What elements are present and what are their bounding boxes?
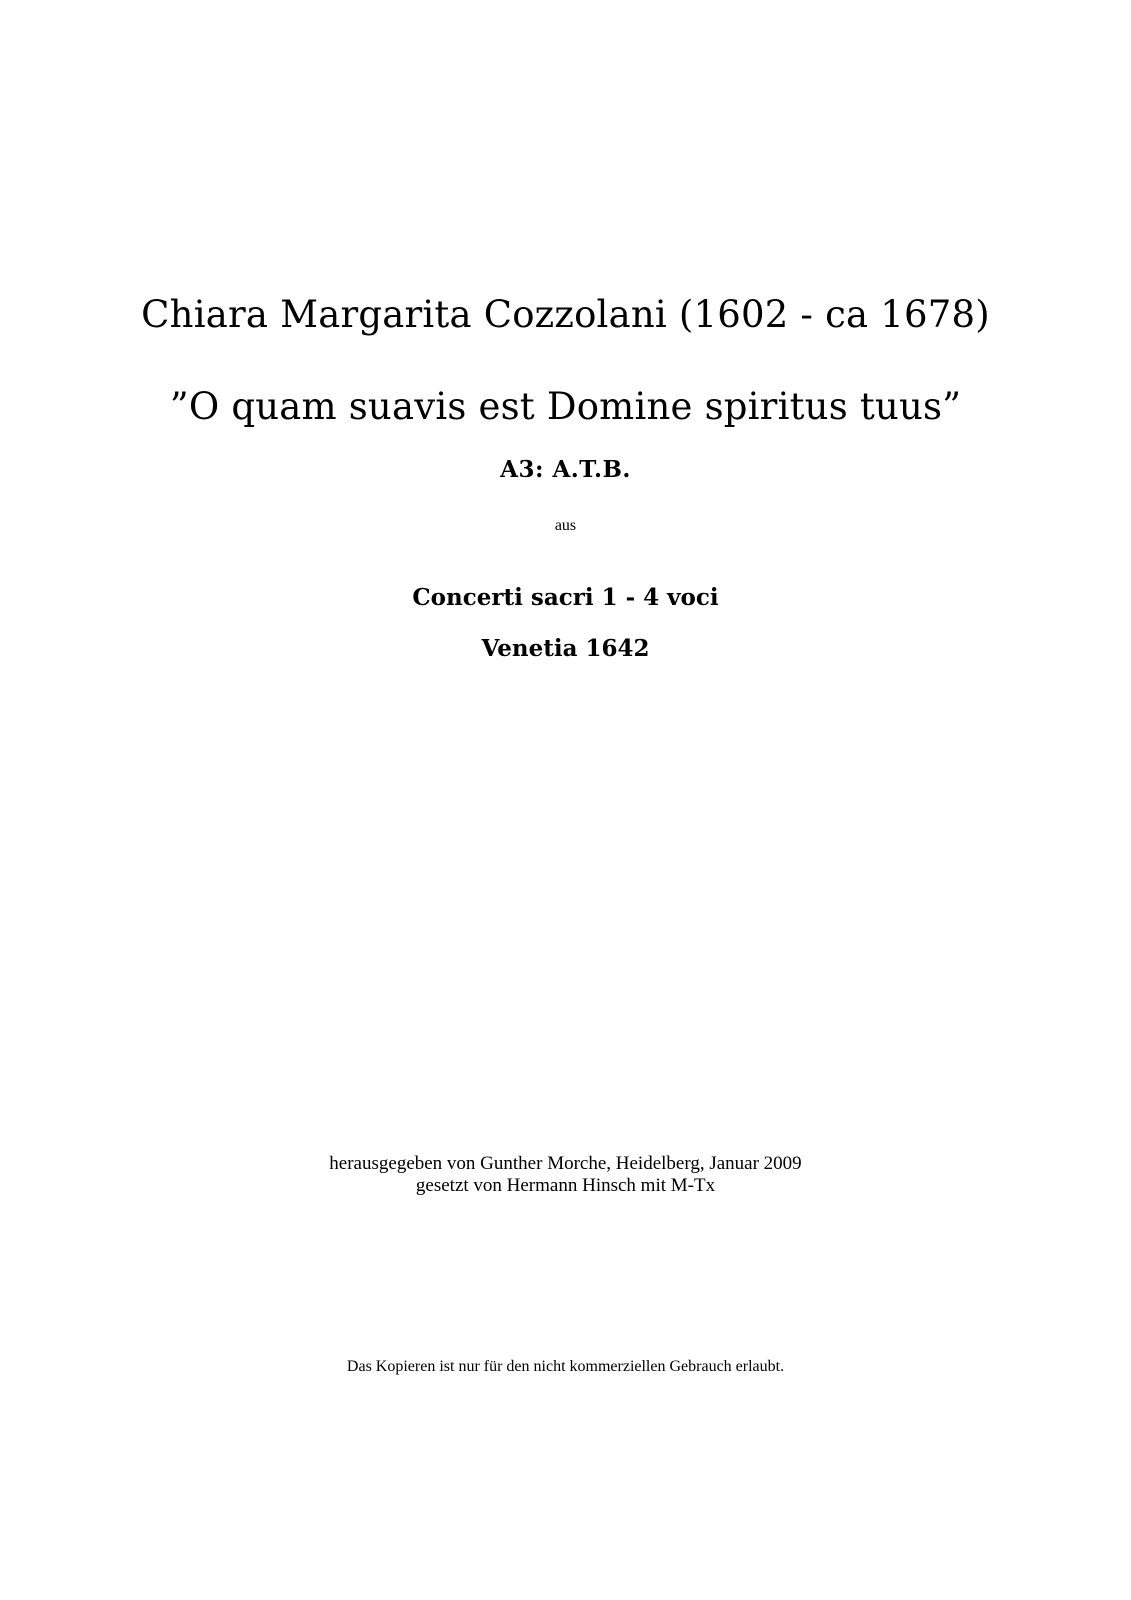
typesetter-line: gesetzt von Hermann Hinsch mit M-Tx — [415, 1175, 716, 1196]
work-title: ”O quam suavis est Domine spiritus tuus” — [169, 385, 962, 428]
editor-line: herausgegeben von Gunther Morche, Heidelberg, Januar 2009 — [329, 1153, 802, 1174]
publication-place-year: Venetia 1642 — [481, 635, 650, 662]
voicing-label: A3: A.T.B. — [500, 456, 631, 483]
composer-heading: Chiara Margarita Cozzolani (1602 - ca 1678) — [141, 293, 990, 336]
copy-notice: Das Kopieren ist nur für den nicht kommerziellen Gebrauch erlaubt. — [346, 1358, 785, 1375]
collection-title: Concerti sacri 1 - 4 voci — [412, 584, 719, 611]
aus-label: aus — [554, 517, 577, 534]
credits-block — [0, 1153, 1131, 1197]
